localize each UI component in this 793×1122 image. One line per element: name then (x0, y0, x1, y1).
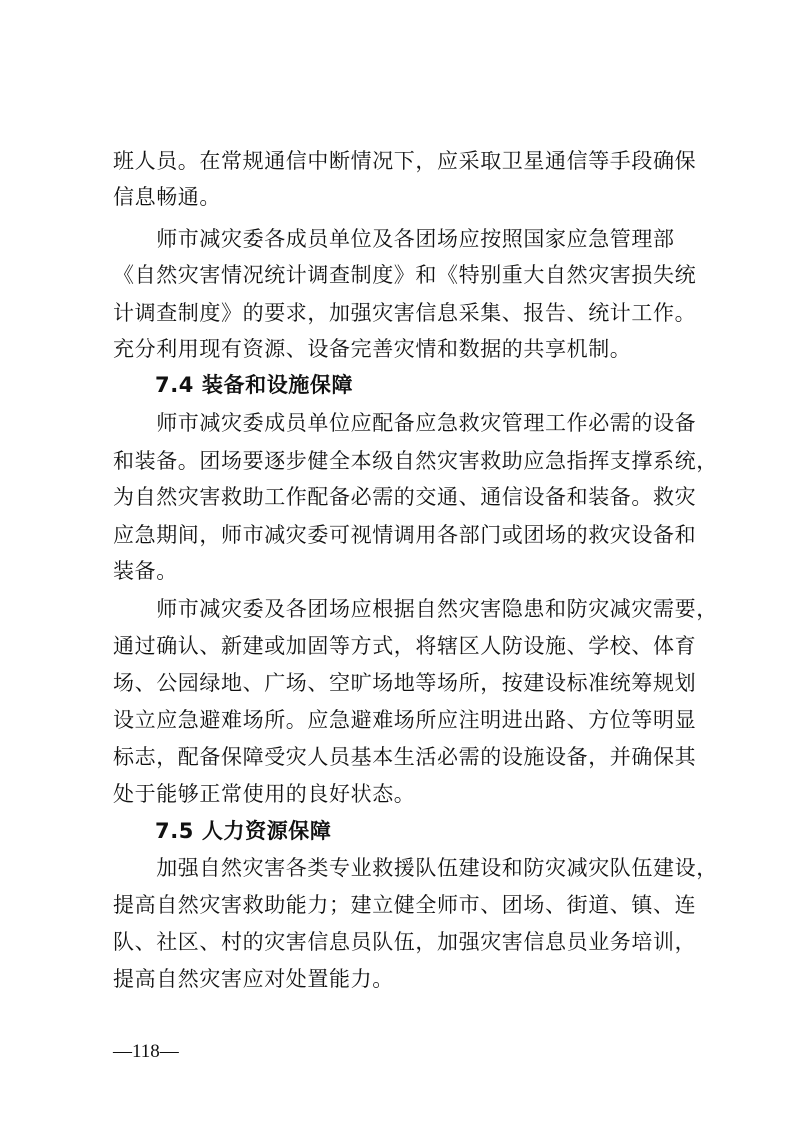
text-line: 提高自然灾害应对处置能力。 (113, 967, 394, 991)
text-line: 设立应急避难场所。应急避难场所应注明进出路、方位等明显 (113, 708, 697, 732)
text-line: 和装备。团场要逐步健全本级自然灾害救助应急指挥支撑系统， (113, 449, 718, 473)
text-line: 师市减灾委及各团场应根据自然灾害隐患和防灾减灾需要， (113, 597, 718, 621)
text-line: 队、社区、村的灾害信息员队伍，加强灾害信息员业务培训， (113, 930, 697, 954)
text-line: 处于能够正常使用的良好状态。 (113, 782, 416, 806)
page-number: —118— (113, 1041, 179, 1062)
text-line: 提高自然灾害救助能力；建立健全师市、团场、街道、镇、连 (113, 893, 697, 917)
text-line: 标志，配备保障受灾人员基本生活必需的设施设备，并确保其 (113, 745, 697, 769)
text-line: 《自然灾害情况统计调查制度》和《特别重大自然灾害损失统 (113, 263, 697, 287)
section-heading-7-5: 7.5 人力资源保障 (155, 819, 332, 843)
text-line: 应急期间，师市减灾委可视情调用各部门或团场的救灾设备和 (113, 523, 697, 547)
text-line: 场、公园绿地、广场、空旷场地等场所，按建设标准统筹规划 (113, 671, 697, 695)
text-line: 班人员。在常规通信中断情况下，应采取卫星通信等手段确保 (113, 149, 697, 173)
text-line: 加强自然灾害各类专业救援队伍建设和防灾减灾队伍建设， (113, 856, 718, 880)
text-line: 信息畅通。 (113, 185, 221, 209)
section-heading-7-4: 7.4 装备和设施保障 (155, 373, 354, 397)
text-line: 计调查制度》的要求，加强灾害信息采集、报告、统计工作。 (113, 301, 697, 325)
text-line: 师市减灾委成员单位应配备应急救灾管理工作必需的设备 (113, 411, 697, 435)
text-line: 为自然灾害救助工作配备必需的交通、通信设备和装备。救灾 (113, 485, 697, 509)
text-line: 充分利用现有资源、设备完善灾情和数据的共享机制。 (113, 337, 632, 361)
text-line: 装备。 (113, 559, 178, 583)
text-line: 通过确认、新建或加固等方式，将辖区人防设施、学校、体育 (113, 634, 697, 658)
text-line: 师市减灾委各成员单位及各团场应按照国家应急管理部 (113, 227, 675, 251)
